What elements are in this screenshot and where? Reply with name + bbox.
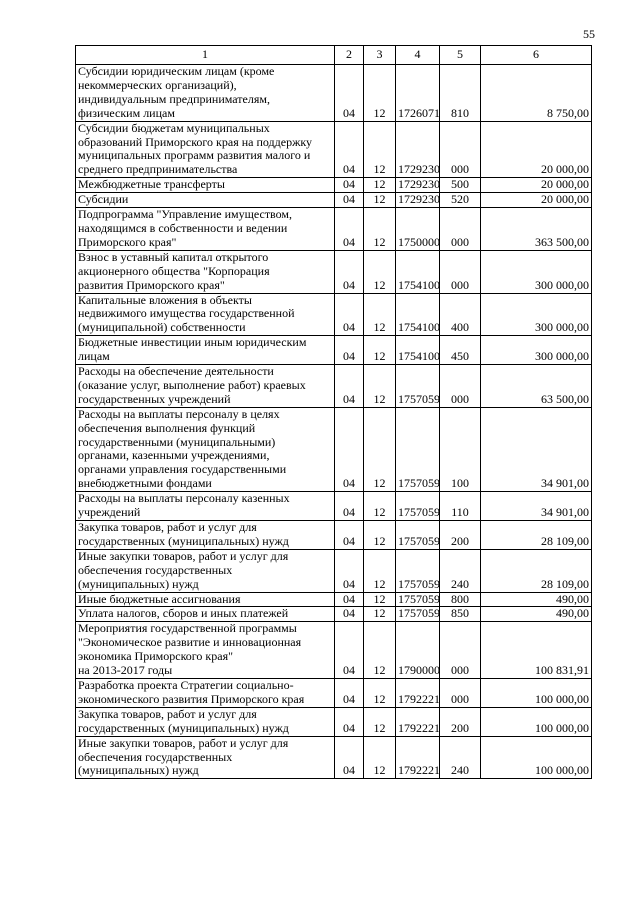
target-code: 1754100 [396, 293, 440, 336]
expense-type-code: 240 [440, 736, 481, 779]
target-code: 1754100 [396, 250, 440, 293]
section-code: 04 [335, 365, 364, 408]
amount: 363 500,00 [481, 208, 592, 251]
table-row [76, 549, 592, 592]
item-name: Взнос в уставный капитал открытого акционерного общества "Корпорация развития Приморского края" [76, 250, 335, 293]
page-number: 55 [583, 27, 595, 41]
section-code: 04 [335, 707, 364, 736]
item-name: Закупка товаров, работ и услуг для государственных (муниципальных) нужд [76, 521, 335, 550]
section-code: 04 [335, 407, 364, 491]
subsection-code: 12 [364, 65, 396, 122]
expense-type-code: 520 [440, 193, 481, 208]
section-code: 04 [335, 208, 364, 251]
subsection-code: 12 [364, 678, 396, 707]
expense-type-code: 800 [440, 592, 481, 607]
table-header-row [76, 46, 592, 65]
target-code: 1757059 [396, 549, 440, 592]
target-code: 1757059 [396, 607, 440, 622]
section-code: 04 [335, 622, 364, 679]
amount: 100 000,00 [481, 736, 592, 779]
item-name: Мероприятия государственной программы "Экономическое развитие и инновационная экономика Приморского края" на 2013-2017 годы [76, 622, 335, 679]
section-code: 04 [335, 521, 364, 550]
table-row [76, 607, 592, 622]
amount: 300 000,00 [481, 250, 592, 293]
item-name: Иные закупки товаров, работ и услуг для обеспечения государственных (муниципальных) нужд [76, 549, 335, 592]
target-code: 1729230 [396, 121, 440, 178]
target-code: 1792221 [396, 736, 440, 779]
target-code: 1757059 [396, 592, 440, 607]
table-row [76, 336, 592, 365]
table-row [76, 492, 592, 521]
table-row [76, 65, 592, 122]
amount: 63 500,00 [481, 365, 592, 408]
target-code: 1726071 [396, 65, 440, 122]
item-name: Уплата налогов, сборов и иных платежей [76, 607, 335, 622]
table-row [76, 736, 592, 779]
subsection-code: 12 [364, 622, 396, 679]
expense-type-code: 450 [440, 336, 481, 365]
amount: 20 000,00 [481, 193, 592, 208]
table-row [76, 193, 592, 208]
subsection-code: 12 [364, 121, 396, 178]
item-name: Субсидии юридическим лицам (кроме некоммерческих организаций), индивидуальным предпринимателям, физическим лицам [76, 65, 335, 122]
amount: 100 000,00 [481, 678, 592, 707]
subsection-code: 12 [364, 592, 396, 607]
item-name: Иные закупки товаров, работ и услуг для обеспечения государственных (муниципальных) нужд [76, 736, 335, 779]
target-code: 1729230 [396, 178, 440, 193]
section-code: 04 [335, 193, 364, 208]
subsection-code: 12 [364, 521, 396, 550]
subsection-code: 12 [364, 365, 396, 408]
subsection-code: 12 [364, 208, 396, 251]
item-name: Закупка товаров, работ и услуг для государственных (муниципальных) нужд [76, 707, 335, 736]
subsection-code: 12 [364, 178, 396, 193]
table-row [76, 678, 592, 707]
expense-type-code: 200 [440, 521, 481, 550]
section-code: 04 [335, 336, 364, 365]
amount: 8 750,00 [481, 65, 592, 122]
section-code: 04 [335, 736, 364, 779]
expense-type-code: 000 [440, 622, 481, 679]
expense-type-code: 000 [440, 365, 481, 408]
amount: 300 000,00 [481, 336, 592, 365]
expense-type-code: 000 [440, 678, 481, 707]
header-col-4: 4 [396, 46, 440, 65]
table-row [76, 365, 592, 408]
amount: 100 000,00 [481, 707, 592, 736]
section-code: 04 [335, 592, 364, 607]
expense-type-code: 000 [440, 208, 481, 251]
subsection-code: 12 [364, 607, 396, 622]
expense-type-code: 200 [440, 707, 481, 736]
expense-type-code: 000 [440, 121, 481, 178]
budget-table [75, 45, 592, 779]
header-col-6: 6 [481, 46, 592, 65]
target-code: 1757059 [396, 492, 440, 521]
expense-type-code: 100 [440, 407, 481, 491]
expense-type-code: 110 [440, 492, 481, 521]
subsection-code: 12 [364, 250, 396, 293]
header-col-2: 2 [335, 46, 364, 65]
table-row [76, 407, 592, 491]
amount: 20 000,00 [481, 178, 592, 193]
table-row [76, 622, 592, 679]
table-row [76, 121, 592, 178]
item-name: Разработка проекта Стратегии социально- экономического развития Приморского края [76, 678, 335, 707]
expense-type-code: 000 [440, 250, 481, 293]
target-code: 1750000 [396, 208, 440, 251]
expense-type-code: 400 [440, 293, 481, 336]
subsection-code: 12 [364, 407, 396, 491]
item-name: Субсидии бюджетам муниципальных образований Приморского края на поддержку муниципальных программ развития малого и среднего предпринимательства [76, 121, 335, 178]
item-name: Бюджетные инвестиции иным юридическим лицам [76, 336, 335, 365]
amount: 28 109,00 [481, 521, 592, 550]
header-col-3: 3 [364, 46, 396, 65]
target-code: 1729230 [396, 193, 440, 208]
subsection-code: 12 [364, 336, 396, 365]
item-name: Подпрограмма "Управление имуществом, находящимся в собственности и ведении Приморского края" [76, 208, 335, 251]
amount: 300 000,00 [481, 293, 592, 336]
table-row [76, 178, 592, 193]
expense-type-code: 850 [440, 607, 481, 622]
target-code: 1754100 [396, 336, 440, 365]
amount: 34 901,00 [481, 492, 592, 521]
item-name: Расходы на выплаты персоналу в целях обеспечения выполнения функций государственными (муниципальными) органами, казенными учреждениями, органами управления государственными внебюджетными фондами [76, 407, 335, 491]
subsection-code: 12 [364, 193, 396, 208]
section-code: 04 [335, 678, 364, 707]
amount: 34 901,00 [481, 407, 592, 491]
section-code: 04 [335, 549, 364, 592]
amount: 490,00 [481, 607, 592, 622]
target-code: 1757059 [396, 521, 440, 550]
subsection-code: 12 [364, 492, 396, 521]
section-code: 04 [335, 250, 364, 293]
item-name: Субсидии [76, 193, 335, 208]
amount: 100 831,91 [481, 622, 592, 679]
header-col-1: 1 [76, 46, 335, 65]
subsection-code: 12 [364, 293, 396, 336]
header-col-5: 5 [440, 46, 481, 65]
subsection-code: 12 [364, 549, 396, 592]
section-code: 04 [335, 178, 364, 193]
section-code: 04 [335, 607, 364, 622]
item-name: Иные бюджетные ассигнования [76, 592, 335, 607]
table-row [76, 293, 592, 336]
subsection-code: 12 [364, 736, 396, 779]
table-row [76, 521, 592, 550]
section-code: 04 [335, 65, 364, 122]
amount: 490,00 [481, 592, 592, 607]
item-name: Межбюджетные трансферты [76, 178, 335, 193]
table-row [76, 707, 592, 736]
amount: 20 000,00 [481, 121, 592, 178]
expense-type-code: 240 [440, 549, 481, 592]
subsection-code: 12 [364, 707, 396, 736]
expense-type-code: 500 [440, 178, 481, 193]
target-code: 1757059 [396, 407, 440, 491]
target-code: 1792221 [396, 678, 440, 707]
item-name: Расходы на обеспечение деятельности (оказание услуг, выполнение работ) краевых государственных учреждений [76, 365, 335, 408]
section-code: 04 [335, 492, 364, 521]
section-code: 04 [335, 121, 364, 178]
target-code: 1792221 [396, 707, 440, 736]
item-name: Капитальные вложения в объекты недвижимого имущества государственной (муниципальной) собственности [76, 293, 335, 336]
expense-type-code: 810 [440, 65, 481, 122]
target-code: 1790000 [396, 622, 440, 679]
table-row [76, 250, 592, 293]
amount: 28 109,00 [481, 549, 592, 592]
section-code: 04 [335, 293, 364, 336]
target-code: 1757059 [396, 365, 440, 408]
item-name: Расходы на выплаты персоналу казенных учреждений [76, 492, 335, 521]
table-row [76, 208, 592, 251]
table-row [76, 592, 592, 607]
